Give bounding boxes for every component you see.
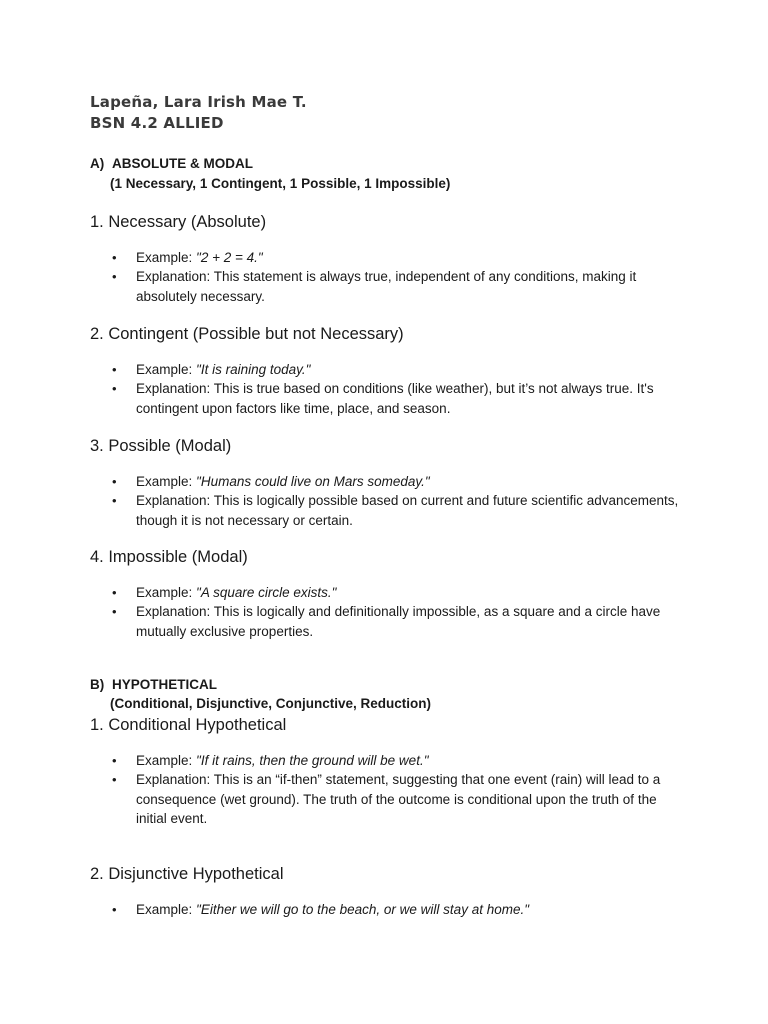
section-a-item-3-heading: 3. Possible (Modal)	[90, 437, 232, 455]
example-quote: "Humans could live on Mars someday."	[196, 474, 430, 489]
section-b-letter: B)	[90, 677, 105, 692]
bullet-icon: •	[112, 381, 117, 396]
bullet-icon: •	[112, 493, 117, 508]
student-class: BSN 4.2 ALLIED	[90, 114, 224, 132]
bullet-icon: •	[112, 362, 117, 377]
section-a-letter: A)	[90, 156, 105, 171]
bullet-icon: •	[112, 772, 117, 787]
section-a-item-1-explanation: • Explanation: This statement is always true, independent of any conditions, making it absolutely necessary.	[112, 269, 637, 304]
bullet-icon: •	[112, 604, 117, 619]
student-name: Lapeña, Lara Irish Mae T.	[90, 93, 307, 111]
section-a-subtitle: (1 Necessary, 1 Contingent, 1 Possible, 1 Impossible)	[110, 176, 451, 191]
section-a-title	[90, 156, 253, 171]
section-a-item-3-example: • Example: "Humans could live on Mars someday."	[110, 472, 680, 492]
section-a-item-2-example: • Example: "It is raining today."	[110, 360, 680, 380]
section-a-item-3-explanation: • Explanation: This is logically possible based on current and future scientific advancements, though it is not necessary or certain.	[112, 493, 679, 528]
section-b-title	[90, 677, 217, 692]
bullet-icon: •	[112, 585, 117, 600]
section-a-item-2-heading: 2. Contingent (Possible but not Necessary)	[90, 325, 404, 343]
section-b-item-1-heading: 1. Conditional Hypothetical	[90, 716, 287, 734]
section-a-item-4-example: • Example: "A square circle exists."	[110, 583, 680, 603]
bullet-icon: •	[112, 250, 117, 265]
bullet-icon: •	[112, 902, 117, 917]
section-b-item-2-example: • Example: "Either we will go to the beach, or we will stay at home."	[110, 900, 680, 920]
section-a-item-4-heading: 4. Impossible (Modal)	[90, 548, 248, 566]
example-quote: "2 + 2 = 4."	[196, 250, 263, 265]
section-a-title-text: ABSOLUTE & MODAL	[112, 156, 253, 171]
example-quote: "A square circle exists."	[196, 585, 337, 600]
section-a-item-1-heading: 1. Necessary (Absolute)	[90, 213, 267, 231]
bullet-icon: •	[112, 753, 117, 768]
section-b-title-text: HYPOTHETICAL	[112, 677, 218, 692]
section-a-item-2-explanation: • Explanation: This is true based on conditions (like weather), but it’s not always true. It's contingent upon factors like time, place, and season.	[112, 381, 654, 416]
section-a-item-4-explanation: • Explanation: This is logically and definitionally impossible, as a square and a circle have mutually exclusive properties.	[112, 604, 661, 639]
example-quote: "It is raining today."	[196, 362, 311, 377]
section-b-item-1-example: • Example: "If it rains, then the ground will be wet."	[110, 751, 680, 771]
bullet-icon: •	[112, 474, 117, 489]
bullet-icon: •	[112, 269, 117, 284]
example-quote: "Either we will go to the beach, or we will stay at home."	[196, 902, 530, 917]
example-quote: "If it rains, then the ground will be wet."	[196, 753, 429, 768]
section-b-subtitle: (Conditional, Disjunctive, Conjunctive, Reduction)	[110, 696, 432, 711]
section-a-item-1-example: • Example: "2 + 2 = 4."	[110, 248, 680, 268]
section-b-item-1-explanation: • Explanation: This is an “if-then” statement, suggesting that one event (rain) will lead to a consequence (wet ground). The truth of the outcome is conditional upon the truth of the initial event.	[112, 772, 661, 826]
section-b-item-2-heading: 2. Disjunctive Hypothetical	[90, 865, 284, 883]
